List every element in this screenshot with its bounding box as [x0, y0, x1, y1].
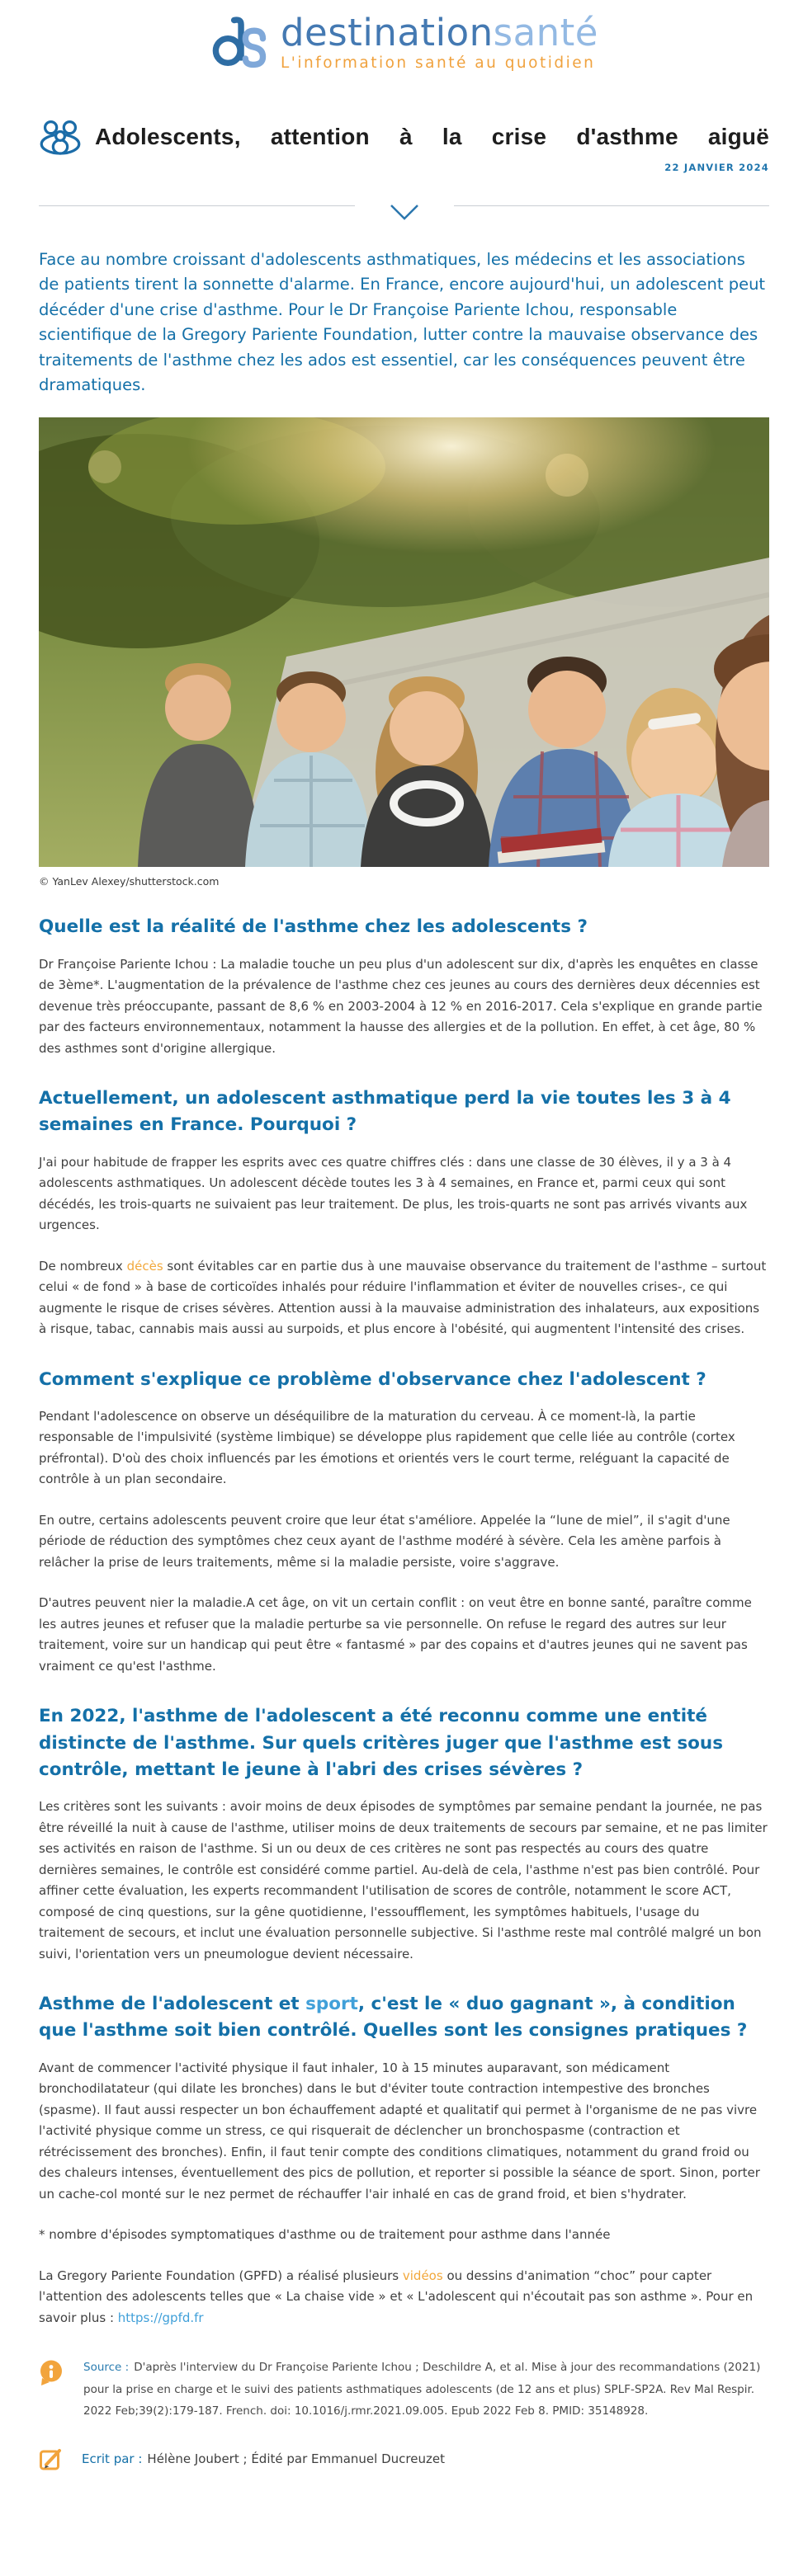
source-citation: D'après l'interview du Dr Françoise Pariente Ichou ; Deschildre A, et al. Mise à jour des recommandations (2021) pour la prise en charge et le suivi des patients asthmatiques adolescents (de 12 ans et plus) SPLF-SP2A. Rev Mal Respir. 2022 Feb;39(2):179-187. French. doi: 10.1016/j.rmr.2021.09.005. Epub 2022 Feb 8. PMID: 35148928. — [83, 2361, 761, 2418]
section-heading-realite: Quelle est la réalité de l'asthme chez les adolescents ? — [39, 916, 588, 938]
gpfd-text-before: La Gregory Pariente Foundation (GPFD) a réalisé plusieurs — [39, 2268, 403, 2283]
edit-pencil-icon — [39, 2446, 64, 2471]
paragraph-deces — [39, 1256, 769, 1340]
section-heading-observance: Comment s'explique ce problème d'observance chez l'adolescent ? — [39, 1368, 706, 1390]
chevron-down-icon — [390, 204, 419, 222]
ds-monogram-icon — [210, 13, 271, 73]
paragraph-chiffres: J'ai pour habitude de frapper les esprits avec ces quatre chiffres clés : dans une classe de 30 élèves, il y a 3 à 4 adolescents asthmatiques. Un adolescent décède toutes les 3 à 4 semaines, en France et, parmi ceux qui sont décédés, les trois-quarts ne suivaient pas leur traitement. De plus, les trois-quarts ne sont pas arrivés vivants aux urgences. — [39, 1154, 748, 1233]
sport-heading-before: Asthme de l'adolescent et — [39, 1994, 306, 2015]
videos-link[interactable]: vidéos — [402, 2268, 443, 2283]
divider-line-right — [454, 205, 770, 206]
paragraph-consignes: Avant de commencer l'activité physique il faut inhaler, 10 à 15 minutes auparavant, son médicament bronchodilatateur (qui dilate les bronches) dans le but d'éviter toute contraction intempestive des bronches (spasme). Il faut aussi respecter un bon échauffement adapté et qualitatif qui permet à l'organisme de ne pas vivre l'activité physique comme un stress, ce qui risquerait de déclencher un bronchospasme (contraction et rétrécissement des bronches). Enfin, il faut tenir compte des conditions climatiques, notamment du grand froid ou des chaleurs intenses, éventuellement des pics de pollution, et reporter si possible la séance de sport. Sinon, porter un cache-col monté sur le nez permet de réchauffer l'air inhalé en cas de grand froid, et bien s'hydrater. — [39, 2060, 760, 2202]
paragraph-gpfd — [39, 2266, 769, 2329]
page-title: Adolescents, attention à la crise d'asthme aiguë — [95, 124, 769, 149]
photo-credit: © YanLev Alexey/shutterstock.com — [39, 875, 220, 888]
article-photo — [39, 417, 769, 867]
byline-block — [39, 2446, 769, 2471]
paragraph-deni: D'autres peuvent nier la maladie.A cet âge, on vit un certain conflit : on veut être en bonne santé, paraître comme les autres jeunes et refuser que la maladie perturbe sa vie personnelle. On refuse le regard des autres sur leur traitement, voire sur un handicap qui peut être « fantasmé » par des copains et d'autres jeunes qui ne savent pas vraiment ce qu'est l'asthme. — [39, 1595, 752, 1674]
article-intro: Face au nombre croissant d'adolescents asthmatiques, les médecins et les associations de patients tirent la sonnette d'alarme. En France, encore aujourd'hui, un adolescent peut décéder d'une crise d'asthme. Pour le Dr Françoise Pariente Ichou, responsable scientifique de la Gregory Pariente Foundation, lutter contre la mauvaise observance des traitements de l'asthme chez les ados est essentiel, car les conséquences peuvent être dramatiques. — [39, 250, 766, 395]
footnote-asterisque: * nombre d'épisodes symptomatiques d'asthme ou de traitement pour asthme dans l'année — [39, 2227, 611, 2243]
publish-date: 22 JANVIER 2024 — [664, 162, 769, 173]
paragraph-cerveau: Pendant l'adolescence on observe un déséquilibre de la maturation du cerveau. À ce moment-là, la partie responsable de l'impulsivité (système limbique) se développe plus rapidement que celle liée au contrôle (cortex préfrontal). D'où des choix influencés par les émotions et orientés vers le court terme, reléguant la capacité de contrôle à un plan secondaire. — [39, 1408, 735, 1487]
deces-text-after: sont évitables car en partie dus à une mauvaise observance du traitement de l'asthme – surtout celui « de fond » à base de corticoïdes inhalés pour réduire l'inflammation et éviter de nouvelles crises-, ce qui augmente le risque de crises sévères. Attention aussi à la mauvaise administration des inhalateurs, aux expositions à risque, tabac, cannabis mais aussi au surpoids, et plus encore à l'obésité, qui augmentent l'intensité des crises. — [39, 1258, 767, 1337]
gpfd-url-link[interactable]: https://gpfd.fr — [117, 2310, 204, 2325]
sport-link[interactable]: sport — [305, 1994, 358, 2015]
info-bubble-icon — [39, 2360, 64, 2388]
paragraph-lune-de-miel: En outre, certains adolescents peuvent croire que leur état s'améliore. Appelée la “lune de miel”, il s'agit d'une période de réduction des symptômes chez ceux ayant de l'asthme modéré à sévère. Cela les amène parfois à relâcher la prise de leurs traitements, même si la maladie persiste, voire s'aggrave. — [39, 1512, 730, 1570]
byline-text — [82, 2451, 445, 2466]
site-header — [0, 0, 808, 76]
source-text — [83, 2357, 769, 2422]
article-header — [39, 119, 769, 155]
deces-text-before: De nombreux — [39, 1258, 127, 1274]
byline-authors: Hélène Joubert ; Édité par Emmanuel Ducreuzet — [147, 2451, 445, 2467]
source-label: Source : — [83, 2361, 130, 2375]
section-divider — [39, 191, 769, 219]
brand-tagline: L'information santé au quotidien — [280, 54, 596, 73]
people-group-icon — [39, 119, 82, 155]
paragraph-realite: Dr Françoise Pariente Ichou : La maladie touche un peu plus d'un adolescent sur dix, d'après les enquêtes en classe de 3ème*. L'augmentation de la prévalence de l'asthme chez ces jeunes au cours des dernières deux décennies est devenue très préoccupante, passant de 8,6 % en 2003-2004 à 12 % en 2016-2017. Cela s'explique en grande partie par des facteurs environnementaux, notamment la hausse des allergies et de la pollution. En effet, à cet âge, 80 % des asthmes sont d'origine allergique. — [39, 956, 763, 1056]
section-heading-sport — [39, 1991, 769, 2045]
section-heading-controle: En 2022, l'asthme de l'adolescent a été reconnu comme une entité distincte de l'asthme. Sur quels critères juger que l'asthme est sous contrôle, mettant le jeune à l'abri des crises sévères ? — [39, 1706, 724, 1780]
divider-line-left — [39, 205, 355, 206]
brand-accent: santé — [493, 11, 598, 54]
gpfd-text-middle: ou dessins d'animation “choc” pour capter l'attention des adolescents telles que « La chaise vide » et « L'adolescent qui n'écoutait pas son asthme ». Pour en savoir plus : — [39, 2268, 754, 2325]
byline-label: Ecrit par : — [82, 2451, 143, 2467]
teenagers-outdoors-illustration — [39, 417, 769, 867]
sport-heading-after: , c'est le « duo gagnant », à condition que l'asthme soit bien contrôlé. Quelles sont les consignes pratiques ? — [39, 1994, 748, 2041]
section-heading-mortalite: Actuellement, un adolescent asthmatique perd la vie toutes les 3 à 4 semaines en France. Pourquoi ? — [39, 1088, 731, 1136]
paragraph-criteres: Les critères sont les suivants : avoir moins de deux épisodes de symptômes par semaine pendant la journée, ne pas être réveillé la nuit à cause de l'asthme, utiliser moins de deux traitements de secours par semaine, et ne pas limiter ses activités en raison de l'asthme. Si un ou deux de ces critères ne sont pas respectés au cours des quatre dernières semaines, le contrôle est considéré comme partiel. Au-delà de cela, l'asthme n'est pas bien contrôlé. Pour affiner cette évaluation, les experts recommandent l'utilisation de scores de contrôle, notamment le score ACT, composé de cinq questions, sur la gêne quotidienne, l'essoufflement, les symptômes habituels, l'usage du traitement de secours, et inclut une évaluation personnelle subjective. Si l'asthme reste mal contrôlé malgré un bon suivi, l'orientation vers un pneumologue devient nécessaire. — [39, 1799, 768, 1961]
deces-link[interactable]: décès — [126, 1258, 163, 1274]
brand-main: destination — [280, 11, 494, 54]
site-logo[interactable] — [210, 13, 598, 73]
source-block — [39, 2357, 769, 2422]
brand-wordmark — [281, 13, 598, 52]
